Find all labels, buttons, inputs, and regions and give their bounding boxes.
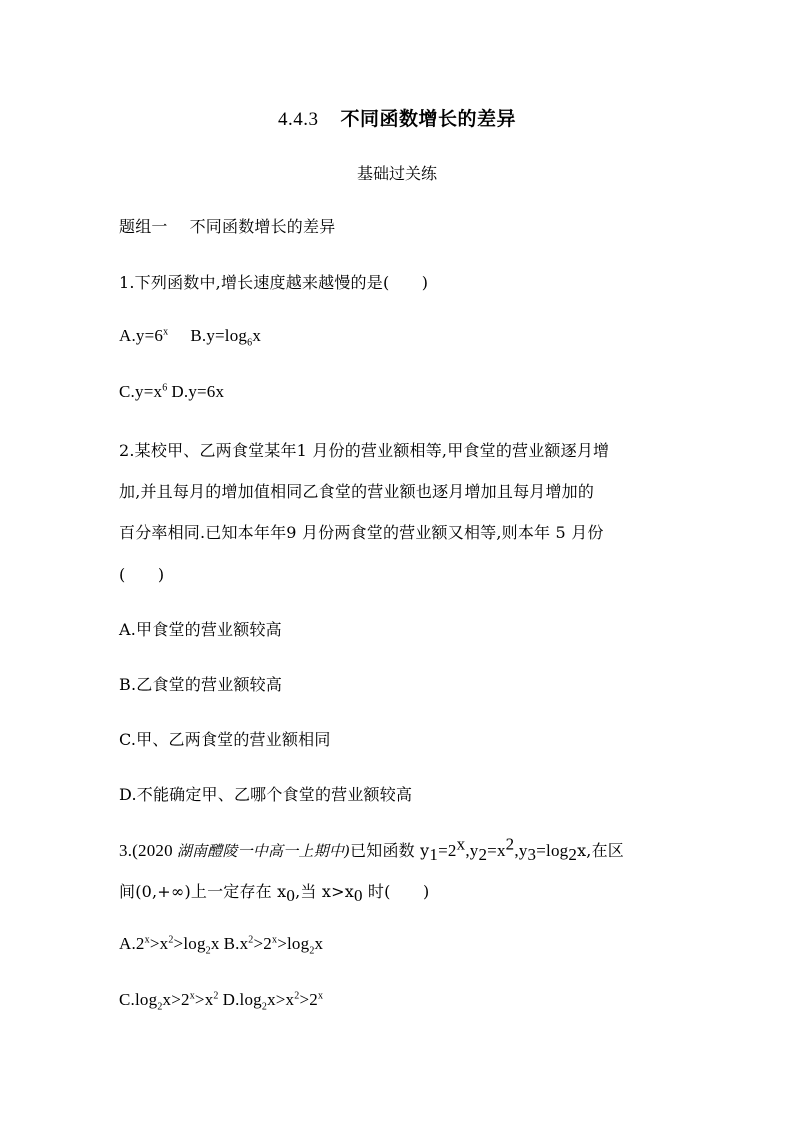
q3-option-d: $D.\log_2x>x^2>2^x$ bbox=[222, 990, 324, 1013]
q1-option-c: $C.y=x^6$ bbox=[119, 382, 168, 401]
q2-stem-line-1: 2.某校甲、乙两食堂某年1 月份的营业额相等,甲食堂的营业额逐月增 bbox=[119, 441, 610, 460]
q1-option-b: $B.y=\log_6x$ bbox=[190, 326, 262, 349]
q1-option-d: D.y=6x bbox=[171, 382, 225, 401]
q2-option-d: D.不能确定甲、乙哪个食堂的营业额较高 bbox=[119, 785, 413, 804]
q2-option-c: C.甲、乙两食堂的营业额相同 bbox=[119, 730, 331, 749]
q1-options-cd bbox=[119, 382, 224, 402]
section-number: 4.4.3 bbox=[277, 109, 319, 130]
q1-option-a: $A.y=6^x$ bbox=[119, 326, 169, 345]
group-heading bbox=[119, 214, 335, 237]
q2-option-a: A.甲食堂的营业额较高 bbox=[119, 620, 282, 639]
group-title: 不同函数增长的差异 bbox=[189, 217, 336, 236]
q2-option-b: B.乙食堂的营业额较高 bbox=[119, 675, 283, 694]
q1-stem: 1.下列函数中,增长速度越来越慢的是( ) bbox=[119, 273, 429, 292]
section-title: 不同函数增长的差异 bbox=[340, 108, 516, 130]
page-subtitle: 基础过关练 bbox=[356, 164, 437, 183]
q2-stem-line-3: 百分率相同.已知本年年9 月份两食堂的营业额又相等,则本年 5 月份 bbox=[119, 523, 604, 542]
q3-option-a: $A.2^x>x^2>\log_2x$ bbox=[119, 934, 220, 957]
q3-options-ab bbox=[119, 934, 324, 957]
q2-stem-line-2: 加,并且每月的增加值相同乙食堂的营业额也逐月增加且每月增加的 bbox=[119, 482, 595, 501]
q2-stem-line-4: ( ) bbox=[119, 565, 165, 584]
q3-options-cd bbox=[119, 990, 324, 1013]
page-title bbox=[0, 104, 794, 131]
q3-stem-line-1: 3.(2020 湖南醴陵一中高一上期中)已知函数 $y_1=2^x,y_2=x^2,y_3=\log_2x$,在区 bbox=[119, 834, 624, 865]
q3-option-c: $C.\log_2x>2^x>x^2$ bbox=[119, 990, 219, 1013]
q3-stem-line-2: 间(0,+∞)上一定存在 $x_0$,当 $x>x_0$ 时( ) bbox=[119, 882, 430, 906]
q3-source: 湖南醴陵一中高一上期中) bbox=[176, 842, 351, 860]
q3-option-b: $B.x^2>2^x>\log_2x$ bbox=[223, 934, 324, 957]
group-label: 题组一 bbox=[119, 217, 168, 236]
q1-options-ab bbox=[119, 326, 262, 349]
